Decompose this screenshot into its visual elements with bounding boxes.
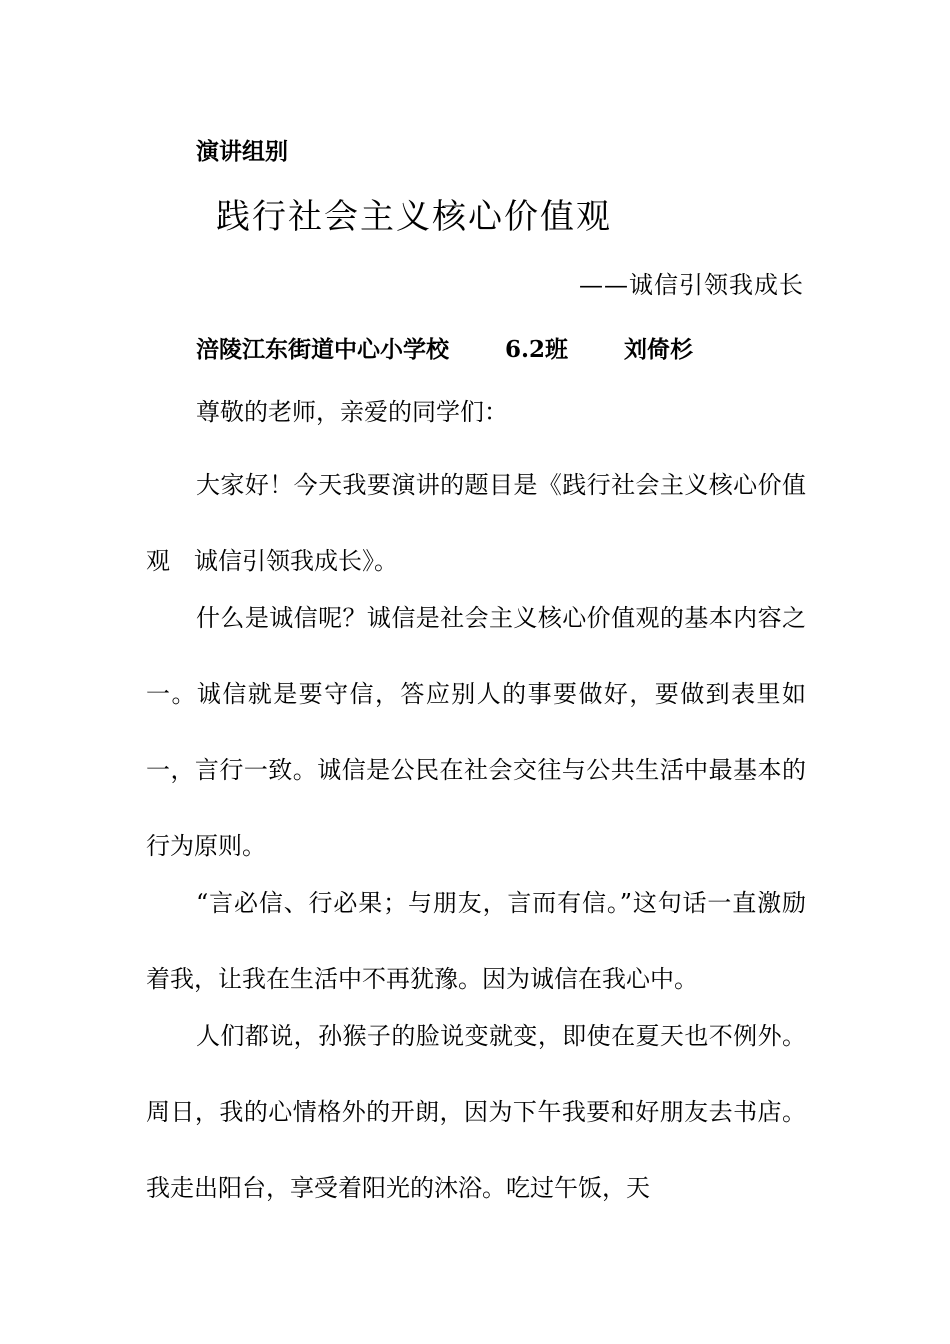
author-class: 6.2班 (505, 336, 569, 363)
paragraph: 大家好！今天我要演讲的题目是《践行社会主义核心价值观 诚信引领我成长》。 (146, 471, 806, 575)
author-name: 刘倚杉 (624, 336, 694, 363)
speech-category: 演讲组别 (196, 139, 288, 165)
speech-body (146, 392, 806, 1207)
author-school: 涪陵江东街道中心小学校 (196, 336, 449, 363)
speech-title: 践行社会主义核心价值观 (216, 197, 612, 237)
paragraph: 什么是诚信呢？诚信是社会主义核心价值观的基本内容之一。诚信就是要守信，答应别人的事要做好，要做到表里如一，言行一致。诚信是公民在社会交往与公共生活中最基本的行为原则。 (146, 604, 806, 860)
paragraph: “言必信、行必果；与朋友，言而有信。”这句话一直激励着我，让我在生活中不再犹豫。因为诚信在我心中。 (146, 889, 806, 993)
speech-subtitle: ——诚信引领我成长 (579, 271, 804, 299)
paragraph: 人们都说，孙猴子的脸说变就变，即使在夏天也不例外。周日，我的心情格外的开朗，因为下午我要和好朋友去书店。我走出阳台，享受着阳光的沐浴。吃过午饭，天 (146, 1022, 806, 1202)
author-line (196, 334, 693, 366)
greeting: 尊敬的老师，亲爱的同学们： (196, 398, 508, 426)
